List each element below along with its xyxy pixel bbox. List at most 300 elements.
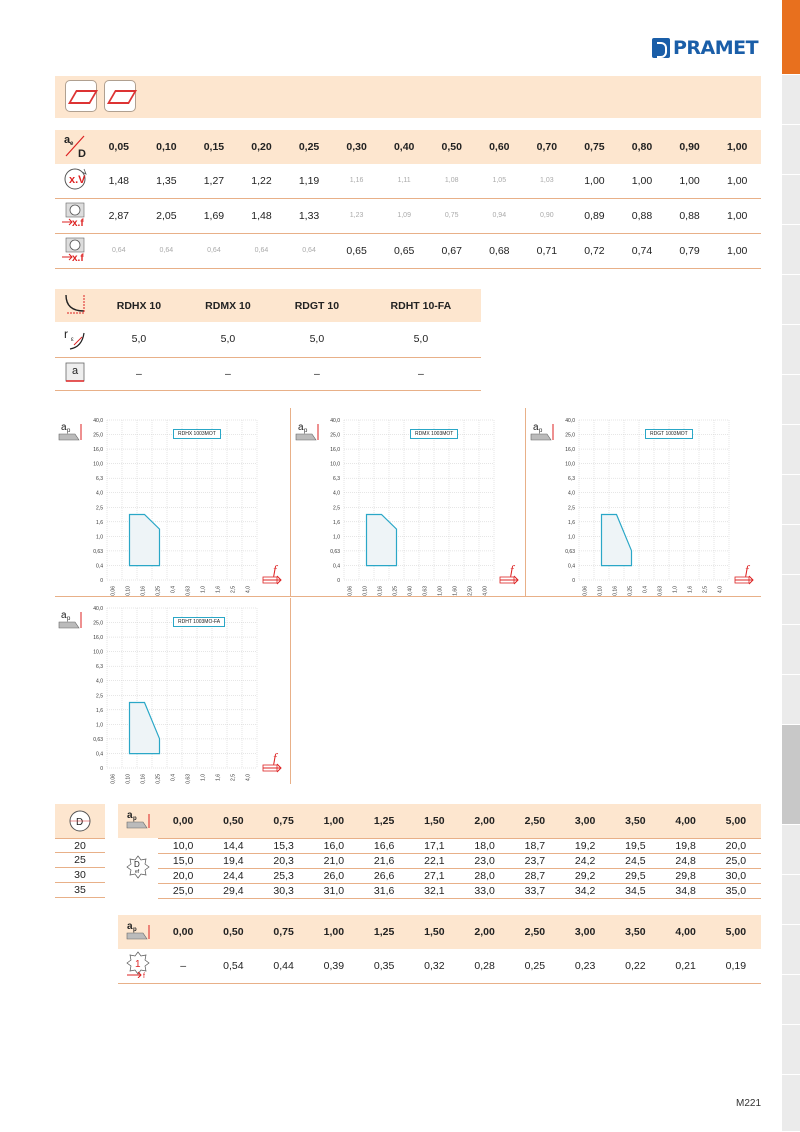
t3-cell: 29,2: [560, 868, 610, 883]
t3-cell: 16,6: [359, 838, 409, 853]
svg-text:D: D: [76, 817, 84, 828]
t1-cell: 1,00: [666, 164, 714, 198]
ap-depth-icon: [59, 610, 81, 628]
t4-header: 5,00: [725, 926, 747, 938]
t1-cell: 0,64: [285, 233, 333, 268]
t4-header: 1,50: [424, 926, 445, 938]
factor-label: x.V: [69, 174, 86, 186]
section-tab[interactable]: [782, 175, 800, 225]
svg-text:1: 1: [135, 959, 141, 971]
t1-cell: 1,00: [713, 198, 761, 233]
t4-header: 0,00: [172, 926, 194, 938]
section-tab[interactable]: [782, 0, 800, 75]
t1-cell: 1,48: [238, 198, 286, 233]
table-row: [118, 949, 761, 983]
factor-label: x.f: [72, 252, 84, 264]
y-tick-label: 16,0: [565, 447, 575, 454]
y-tick-label: 4,0: [333, 490, 340, 497]
svg-text:f: f: [143, 973, 145, 979]
x-tick-label: 4,00: [482, 586, 489, 596]
t3-cell: 14,4: [208, 838, 258, 853]
t1-header: 0,70: [536, 141, 558, 153]
t2-cell: –: [361, 357, 481, 390]
t1-header: 0,75: [584, 141, 605, 153]
insert-shape-icon: [65, 80, 97, 112]
t3-cell: 19,4: [208, 853, 258, 868]
t4-header: 3,50: [625, 926, 646, 938]
y-tick-label: 10,0: [93, 649, 103, 656]
t3-cell: 17,1: [409, 838, 459, 853]
t3-cell: 34,5: [610, 883, 660, 898]
y-tick-label: 1,6: [568, 519, 575, 526]
svg-text:ef: ef: [135, 868, 140, 875]
y-tick-label: 0: [100, 766, 103, 772]
t1-cell: 0,65: [380, 233, 428, 268]
t3-cell: 25,0: [158, 883, 208, 898]
x-tick-label: 0,63: [185, 586, 192, 596]
x-tick-label: 0,25: [627, 586, 634, 596]
t4-header: 4,00: [675, 926, 696, 938]
t1-cell: 1,00: [618, 164, 666, 198]
t1-cell: 0,89: [571, 198, 619, 233]
page-number: M221: [736, 1098, 762, 1109]
y-tick-label: 2,5: [96, 505, 103, 512]
svg-text:a: a: [61, 610, 67, 621]
svg-text:p: p: [67, 616, 71, 622]
t4-cell: 0,22: [610, 949, 660, 983]
t3-cell: 32,1: [409, 883, 459, 898]
t4-cell: 0,19: [711, 949, 761, 983]
y-tick-label: 0,63: [330, 548, 340, 555]
t1-cell: 0,90: [523, 198, 571, 233]
t2-header: RDHX 10: [116, 299, 162, 312]
t3-cell: 24,8: [661, 853, 711, 868]
x-tick-label: 0,06: [582, 586, 589, 596]
effective-diameter-icon: [118, 838, 158, 898]
t4-cell: 0,44: [259, 949, 309, 983]
t1-cell: 1,48: [95, 164, 143, 198]
t1-header: 0,25: [298, 141, 320, 153]
t3-cell: 30,3: [259, 883, 309, 898]
t1-header: 0,90: [679, 141, 700, 153]
ap-depth-icon: [59, 422, 81, 440]
t3-cell: 22,1: [409, 853, 459, 868]
t2-header: RDMX 10: [205, 299, 251, 312]
t1-cell: 1,03: [523, 164, 571, 198]
t3-cell: 21,0: [309, 853, 359, 868]
x-tick-label: 1,6: [215, 774, 222, 781]
t3-cell: 33,7: [510, 883, 560, 898]
y-tick-label: 0,63: [565, 548, 575, 555]
t4-header: 2,50: [524, 926, 546, 938]
t1-cell: 0,64: [143, 233, 191, 268]
section-tab[interactable]: [782, 325, 800, 375]
ap-depth-icon: [118, 915, 158, 949]
t1-cell: 0,74: [618, 233, 666, 268]
svg-text:a: a: [127, 809, 133, 821]
diameter-icon: [55, 804, 105, 838]
y-tick-label: 2,5: [568, 505, 575, 512]
t3-cell: 29,5: [610, 868, 660, 883]
t1-cell: 0,64: [95, 233, 143, 268]
ap-depth-icon: [531, 422, 553, 440]
y-tick-label: 40,0: [93, 418, 103, 424]
table-row: [55, 198, 761, 233]
t3-header: 3,50: [625, 814, 646, 827]
y-tick-label: 0,4: [96, 563, 103, 570]
t1-cell: 0,75: [428, 198, 476, 233]
feed-axis-label: f: [510, 562, 514, 577]
diameter-value: 30: [55, 868, 105, 883]
svg-text:p: p: [133, 926, 137, 933]
section-tab[interactable]: [782, 1025, 800, 1075]
svg-text:a: a: [72, 365, 79, 377]
t3-cell: 19,8: [661, 838, 711, 853]
section-tab[interactable]: [782, 75, 800, 125]
t1-cell: 0,72: [571, 233, 619, 268]
t1-cell: 1,27: [190, 164, 238, 198]
t3-cell: 31,6: [359, 883, 409, 898]
ap-depth-icon: [118, 804, 158, 838]
t4-header: 3,00: [574, 926, 596, 938]
y-tick-label: 25,0: [565, 432, 575, 439]
t3-cell: 25,0: [711, 853, 761, 868]
t1-header: 0,40: [393, 141, 415, 153]
t1-cell: 1,33: [285, 198, 333, 233]
svg-text:p: p: [539, 428, 543, 434]
y-tick-label: 25,0: [330, 432, 340, 439]
y-tick-label: 40,0: [565, 418, 575, 424]
x-tick-label: 0,10: [362, 586, 369, 596]
t3-header: 0,00: [172, 814, 194, 827]
t1-header: 0,80: [631, 141, 653, 153]
feed-arrow-icon: [735, 576, 753, 584]
svg-text:p: p: [304, 428, 308, 434]
t4-header: 2,00: [474, 926, 495, 938]
t3-cell: 15,0: [158, 853, 208, 868]
y-tick-label: 10,0: [565, 461, 575, 468]
table-row: [118, 883, 761, 898]
y-tick-label: 10,0: [93, 461, 103, 468]
x-tick-label: 0,40: [407, 586, 414, 596]
y-tick-label: 1,0: [96, 722, 103, 729]
t3-cell: 33,0: [460, 883, 510, 898]
feed-axis-label: f: [273, 562, 277, 577]
section-tab[interactable]: [782, 725, 800, 825]
t1-cell: 1,11: [380, 164, 428, 198]
t3-cell: 30,0: [711, 868, 761, 883]
table-row: [55, 322, 481, 357]
y-tick-label: 2,5: [333, 505, 340, 512]
t1-header: 0,60: [489, 141, 510, 153]
svg-text:a: a: [533, 422, 539, 433]
x-tick-label: 0,63: [657, 586, 664, 596]
y-tick-label: 1,6: [96, 519, 103, 526]
x-tick-label: 0,63: [185, 774, 192, 784]
section-tab[interactable]: [782, 625, 800, 675]
t3-header: 2,00: [474, 814, 495, 827]
cutting-speed-factor-icon: [55, 164, 95, 198]
x-tick-label: 4,0: [245, 774, 252, 781]
section-tab[interactable]: [782, 575, 800, 625]
t3-cell: 15,3: [259, 838, 309, 853]
t3-cell: 28,7: [510, 868, 560, 883]
t3-cell: 24,5: [610, 853, 660, 868]
section-tab[interactable]: [782, 925, 800, 975]
t1-header: 0,10: [156, 141, 177, 153]
x-tick-label: 2,5: [230, 774, 237, 781]
t3-cell: 27,1: [409, 868, 459, 883]
x-tick-label: 0,10: [125, 586, 132, 596]
t1-cell: 0,64: [190, 233, 238, 268]
y-tick-label: 0: [572, 578, 575, 584]
section-tab[interactable]: [782, 125, 800, 175]
cutting-range-chart: [527, 408, 762, 596]
t1-cell: 1,35: [143, 164, 191, 198]
chart-insert-label: RDHX 1003MOT: [173, 429, 221, 439]
t3-cell: 19,5: [610, 838, 660, 853]
t3-cell: 26,0: [309, 868, 359, 883]
t3-cell: 28,0: [460, 868, 510, 883]
t3-cell: 24,4: [208, 868, 258, 883]
t3-cell: 21,6: [359, 853, 409, 868]
chamfer-icon: [55, 357, 95, 390]
t3-cell: 23,7: [510, 853, 560, 868]
x-tick-label: 1,0: [200, 774, 207, 781]
x-tick-label: 0,16: [140, 774, 147, 784]
t4-header: 1,25: [373, 926, 395, 938]
chip-thinning-table: [118, 915, 761, 984]
t3-cell: 29,4: [208, 883, 258, 898]
t1-header: 0,20: [251, 141, 272, 153]
y-tick-label: 1,6: [96, 707, 103, 714]
insert-shape-outline-icon: [104, 80, 136, 112]
pramet-logo: [652, 37, 764, 59]
y-tick-label: 1,0: [568, 534, 575, 541]
t1-cell: 1,05: [476, 164, 524, 198]
section-tab-strip: [782, 0, 800, 1132]
y-tick-label: 4,0: [96, 678, 103, 685]
t1-cell: 0,67: [428, 233, 476, 268]
effective-diameter-table: [118, 804, 761, 899]
insert-geometry-table: [55, 289, 481, 391]
t4-header: 0,75: [273, 926, 294, 938]
t3-header: 0,50: [223, 814, 244, 827]
svg-text:a: a: [298, 422, 304, 433]
t4-cell: 0,28: [460, 949, 510, 983]
t1-cell: 1,23: [333, 198, 381, 233]
svg-text:D: D: [78, 147, 86, 160]
t1-cell: 0,68: [476, 233, 524, 268]
x-tick-label: 0,4: [170, 586, 177, 593]
x-tick-label: 2,50: [467, 586, 474, 596]
y-tick-label: 0,4: [96, 751, 103, 758]
x-tick-label: 1,6: [687, 586, 694, 593]
y-tick-label: 1,0: [96, 534, 103, 541]
section-tab[interactable]: [782, 425, 800, 475]
x-tick-label: 0,16: [140, 586, 147, 596]
cutting-range-region: [602, 515, 632, 566]
t3-header: 5,00: [725, 814, 747, 827]
t4-cell: 0,35: [359, 949, 409, 983]
t3-header: 1,50: [424, 814, 445, 827]
t3-cell: 25,3: [259, 868, 309, 883]
svg-text:p: p: [67, 428, 71, 434]
t1-cell: 1,00: [571, 164, 619, 198]
x-tick-label: 0,10: [597, 586, 604, 596]
cutting-range-chart: [55, 596, 290, 784]
t1-cell: 1,19: [285, 164, 333, 198]
chart-insert-label: RDMX 1003MOT: [410, 429, 458, 439]
x-tick-label: 0,16: [612, 586, 619, 596]
section-tab[interactable]: [782, 1075, 800, 1132]
corner-radius-icon: [55, 322, 95, 357]
x-tick-label: 1,6: [215, 586, 222, 593]
y-tick-label: 10,0: [330, 461, 340, 468]
chart-insert-label: RDGT 1003MOT: [645, 429, 693, 439]
y-tick-label: 16,0: [330, 447, 340, 454]
section-tab[interactable]: [782, 875, 800, 925]
t3-cell: 20,0: [711, 838, 761, 853]
t3-cell: 18,7: [510, 838, 560, 853]
t2-cell: 5,0: [273, 322, 361, 357]
t4-header: 0,50: [223, 926, 244, 938]
t3-cell: 31,0: [309, 883, 359, 898]
y-tick-label: 40,0: [93, 606, 103, 612]
t1-cell: 0,65: [333, 233, 381, 268]
t4-cell: 0,21: [661, 949, 711, 983]
t1-cell: 0,88: [666, 198, 714, 233]
chart-column-divider: [290, 598, 291, 784]
ap-depth-icon: [296, 422, 318, 440]
section-tab[interactable]: [782, 225, 800, 275]
x-tick-label: 4,0: [717, 586, 724, 593]
x-tick-label: 0,25: [155, 586, 162, 596]
t1-header: 0,30: [346, 141, 367, 153]
svg-text:ε: ε: [71, 336, 74, 343]
t4-cell: 0,32: [409, 949, 459, 983]
diameter-value: 35: [55, 883, 105, 898]
t3-header: 0,75: [273, 814, 294, 827]
y-tick-label: 25,0: [93, 620, 103, 627]
x-tick-label: 1,0: [672, 586, 679, 593]
t1-cell: 1,69: [190, 198, 238, 233]
t1-header: 0,15: [203, 141, 225, 153]
section-tab[interactable]: [782, 275, 800, 325]
pramet-logo-icon: [652, 38, 670, 58]
t2-cell: 5,0: [183, 322, 273, 357]
svg-text:a: a: [61, 422, 67, 433]
t1-cell: 0,88: [618, 198, 666, 233]
section-tab[interactable]: [782, 825, 800, 875]
t3-cell: 19,2: [560, 838, 610, 853]
t2-cell: –: [95, 357, 183, 390]
t1-cell: 1,16: [333, 164, 381, 198]
svg-text:p: p: [133, 815, 137, 822]
diameter-column: [55, 804, 105, 898]
x-tick-label: 0,4: [642, 586, 649, 593]
cutting-range-region: [367, 515, 397, 566]
x-tick-label: 0,16: [377, 586, 384, 596]
insert-header-band: [55, 76, 761, 118]
y-tick-label: 6,3: [333, 476, 340, 483]
y-tick-label: 6,3: [568, 476, 575, 483]
t3-cell: 16,0: [309, 838, 359, 853]
t1-cell: 1,00: [713, 233, 761, 268]
svg-text:a: a: [64, 133, 71, 146]
cutting-range-region: [130, 515, 160, 566]
section-tab[interactable]: [782, 475, 800, 525]
t1-cell: 0,79: [666, 233, 714, 268]
t3-header: 4,00: [675, 814, 696, 827]
t1-cell: 0,94: [476, 198, 524, 233]
section-tab[interactable]: [782, 525, 800, 575]
t3-cell: 23,0: [460, 853, 510, 868]
feed-correction-icon: [118, 949, 158, 983]
t3-cell: 34,2: [560, 883, 610, 898]
chart-insert-label: RDHT 1003MO-FA: [173, 617, 225, 627]
y-tick-label: 0,63: [93, 736, 103, 743]
logo-text: PRAMET: [673, 37, 759, 59]
t3-header: 1,25: [373, 814, 395, 827]
t3-header: 2,50: [524, 814, 546, 827]
t1-cell: 1,08: [428, 164, 476, 198]
t1-cell: 2,87: [95, 198, 143, 233]
feed-axis-label: f: [745, 562, 749, 577]
y-tick-label: 4,0: [96, 490, 103, 497]
x-tick-label: 1,0: [200, 586, 207, 593]
section-tab[interactable]: [782, 675, 800, 725]
t1-header: 0,50: [441, 141, 462, 153]
t4-cell: 0,39: [309, 949, 359, 983]
y-tick-label: 25,0: [93, 432, 103, 439]
cutting-range-chart: [292, 408, 527, 596]
x-tick-label: 0,4: [170, 774, 177, 781]
x-tick-label: 0,63: [422, 586, 429, 596]
y-tick-label: 16,0: [93, 635, 103, 642]
diameter-value: 25: [55, 853, 105, 868]
y-tick-label: 0: [100, 578, 103, 584]
cutting-range-chart: [55, 408, 290, 596]
t3-header: 1,00: [323, 814, 345, 827]
x-tick-label: 0,25: [392, 586, 399, 596]
x-tick-label: 1,60: [452, 586, 459, 596]
y-tick-label: 1,6: [333, 519, 340, 526]
section-tab[interactable]: [782, 375, 800, 425]
x-tick-label: 2,5: [702, 586, 709, 593]
t1-cell: 1,22: [238, 164, 286, 198]
x-tick-label: 0,06: [110, 586, 117, 596]
y-tick-label: 0,4: [333, 563, 340, 570]
insert-profile-icon: [55, 289, 95, 322]
t2-header: RDHT 10-FA: [390, 299, 452, 312]
table-row: [118, 853, 761, 868]
t2-header: RDGT 10: [294, 299, 340, 312]
y-tick-label: 0,4: [568, 563, 575, 570]
t4-cell: 0,23: [560, 949, 610, 983]
t1-cell: 0,71: [523, 233, 571, 268]
x-tick-label: 0,10: [125, 774, 132, 784]
y-tick-label: 40,0: [330, 418, 340, 424]
t1-cell: 0,64: [238, 233, 286, 268]
table-row: [55, 164, 761, 198]
x-tick-label: 0,06: [347, 586, 354, 596]
t4-cell: –: [158, 949, 208, 983]
t3-cell: 35,0: [711, 883, 761, 898]
section-tab[interactable]: [782, 975, 800, 1025]
t2-cell: 5,0: [95, 322, 183, 357]
table-row: [118, 838, 761, 853]
